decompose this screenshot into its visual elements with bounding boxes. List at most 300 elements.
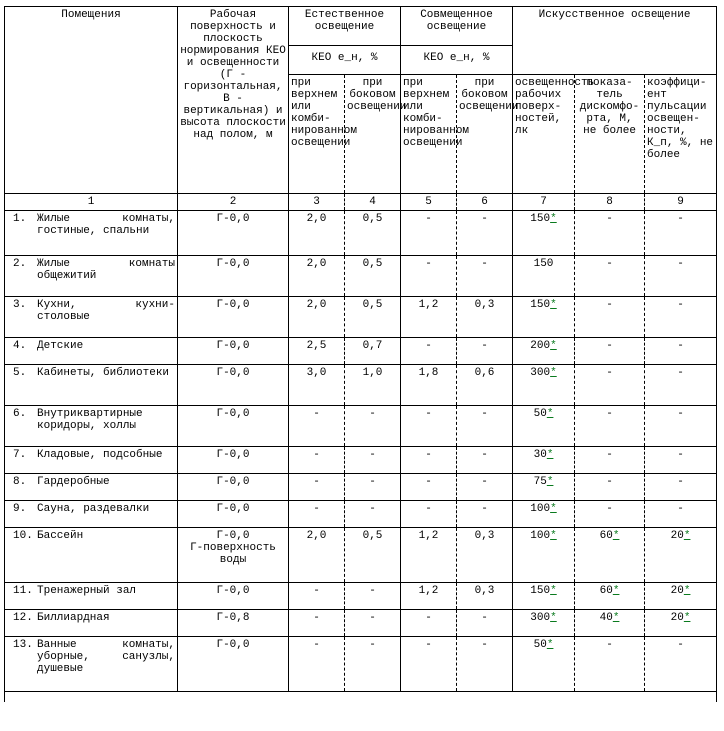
combined-side — [457, 447, 513, 474]
work-surface: Г-0,0 — [216, 449, 250, 461]
pulsation — [645, 528, 717, 583]
header-nat-top: при верхнем или комби-нированном освещении — [289, 75, 345, 194]
table-row — [5, 610, 717, 637]
natural-top — [289, 256, 345, 297]
room-name-cell — [5, 211, 178, 256]
work-surface-cell — [178, 338, 289, 365]
discomfort — [575, 501, 645, 528]
discomfort — [575, 610, 645, 637]
combined-top-value: - — [425, 340, 432, 352]
natural-top-value: - — [313, 408, 320, 420]
combined-side — [457, 211, 513, 256]
illuminance-value: 150 — [533, 258, 554, 270]
pulsation-value: - — [677, 449, 684, 461]
row-number: 13. — [13, 639, 33, 651]
work-surface-cell — [178, 501, 289, 528]
illuminance-value: 300 — [530, 612, 551, 624]
footnote-asterisk: * — [550, 299, 557, 311]
combined-top-value: - — [425, 639, 432, 651]
row-number: 11. — [13, 585, 33, 597]
discomfort — [575, 528, 645, 583]
empty-cell — [5, 692, 717, 703]
natural-side — [345, 474, 401, 501]
combined-side-value: - — [481, 258, 488, 270]
row-number: 10. — [13, 530, 33, 542]
room-name-cell — [5, 365, 178, 406]
pulsation-value: - — [677, 299, 684, 311]
table-row-empty — [5, 692, 717, 703]
combined-top — [401, 501, 457, 528]
row-number: 3. — [13, 299, 27, 311]
natural-top — [289, 406, 345, 447]
illuminance-value: 150 — [530, 585, 551, 597]
discomfort — [575, 447, 645, 474]
header-rooms: Помещения — [5, 7, 178, 194]
combined-top — [401, 610, 457, 637]
room-name-cell — [5, 610, 178, 637]
natural-side — [345, 297, 401, 338]
room-name: Биллиардная — [37, 612, 110, 624]
room-name: Ванные комнаты, уборные, санузлы, душевые — [37, 639, 175, 675]
pulsation — [645, 406, 717, 447]
discomfort-value: - — [606, 503, 613, 515]
combined-top-value: - — [425, 449, 432, 461]
header-work-surface: Рабочая поверхность и плоскость нормирования КЕО и освещенности (Г - горизонтальная, В - вертикальная) и высота плоскости над полом, м — [178, 7, 289, 194]
table-row — [5, 501, 717, 528]
header-nat-side: при боковом освещении — [345, 75, 401, 194]
natural-side-value: 0,5 — [362, 258, 383, 270]
combined-top — [401, 365, 457, 406]
discomfort-value: - — [606, 367, 613, 379]
work-surface-cell — [178, 637, 289, 692]
natural-side — [345, 583, 401, 610]
natural-top-value: 3,0 — [306, 367, 327, 379]
discomfort — [575, 211, 645, 256]
room-name-cell — [5, 501, 178, 528]
header-discomfort: показа-тель дискомфо-рта, M, не более — [575, 75, 645, 194]
illuminance-value: 150 — [530, 213, 551, 225]
combined-side-value: - — [481, 408, 488, 420]
footnote-asterisk: * — [546, 408, 554, 420]
natural-top-value: 2,0 — [306, 213, 327, 225]
combined-side-value: - — [481, 612, 488, 624]
room-name: Тренажерный зал — [37, 585, 137, 597]
combined-top-value: - — [425, 503, 432, 515]
header-artificial: Искусственное освещение — [513, 7, 717, 75]
header-keo-natural: КЕО е_н, % — [289, 46, 401, 75]
norms-table — [4, 6, 717, 702]
illuminance — [513, 501, 575, 528]
pulsation — [645, 610, 717, 637]
row-number: 7. — [13, 449, 27, 461]
combined-side-value: 0,6 — [474, 367, 495, 379]
footnote-asterisk: * — [683, 585, 691, 597]
combined-top — [401, 211, 457, 256]
natural-top — [289, 474, 345, 501]
natural-top-value: 2,0 — [306, 299, 327, 311]
header-comb-side: при боковом освещении — [457, 75, 513, 194]
natural-top-value: 2,5 — [306, 340, 327, 352]
combined-side — [457, 583, 513, 610]
work-surface: Г-0,0 — [216, 639, 250, 651]
combined-side — [457, 474, 513, 501]
footnote-asterisk: * — [550, 503, 557, 515]
header-keo-combined: КЕО е_н, % — [401, 46, 513, 75]
discomfort-value: 40 — [599, 612, 613, 624]
combined-top — [401, 338, 457, 365]
room-name: Жилые комнаты общежитий — [37, 258, 175, 282]
natural-side — [345, 447, 401, 474]
footnote-asterisk: * — [550, 367, 557, 379]
natural-top — [289, 528, 345, 583]
illuminance — [513, 211, 575, 256]
combined-top — [401, 447, 457, 474]
illuminance — [513, 406, 575, 447]
natural-top-value: - — [313, 503, 320, 515]
table-row — [5, 406, 717, 447]
footnote-asterisk: * — [546, 639, 554, 651]
work-surface: Г-0,0 — [216, 476, 250, 488]
discomfort-value: - — [606, 449, 613, 461]
work-surface: Г-0,0 — [216, 585, 250, 597]
illuminance — [513, 637, 575, 692]
pulsation — [645, 474, 717, 501]
natural-side — [345, 637, 401, 692]
footnote-asterisk: * — [683, 530, 691, 542]
discomfort — [575, 338, 645, 365]
combined-side — [457, 406, 513, 447]
combined-side — [457, 637, 513, 692]
discomfort-value: - — [606, 639, 613, 651]
combined-top — [401, 637, 457, 692]
discomfort-value: - — [606, 213, 613, 225]
work-surface: Г-0,0 — [216, 503, 250, 515]
combined-side-value: 0,3 — [474, 299, 495, 311]
table-row — [5, 297, 717, 338]
table-row — [5, 256, 717, 297]
combined-top-value: - — [425, 612, 432, 624]
pulsation-value: 20 — [670, 612, 684, 624]
work-surface: Г-0,0 — [216, 408, 250, 420]
combined-side — [457, 528, 513, 583]
footnote-asterisk: * — [612, 612, 620, 624]
pulsation — [645, 447, 717, 474]
illuminance — [513, 297, 575, 338]
row-number: 2. — [13, 258, 27, 270]
natural-top-value: - — [313, 585, 320, 597]
room-name: Жилые комнаты, гостиные, спальни — [37, 213, 175, 237]
row-number: 1. — [13, 213, 27, 225]
table-row — [5, 211, 717, 256]
work-surface-cell — [178, 256, 289, 297]
table-row — [5, 447, 717, 474]
natural-side — [345, 528, 401, 583]
work-surface: Г-0,0 — [216, 340, 250, 352]
illuminance-value: 50 — [533, 408, 547, 420]
work-surface-cell — [178, 406, 289, 447]
illuminance — [513, 610, 575, 637]
illuminance — [513, 474, 575, 501]
natural-side-value: 0,5 — [362, 530, 383, 542]
natural-side-value: 1,0 — [362, 367, 383, 379]
pulsation — [645, 211, 717, 256]
discomfort-value: - — [606, 476, 613, 488]
column-number-row — [5, 194, 717, 211]
combined-side-value: - — [481, 639, 488, 651]
natural-side-value: 0,5 — [362, 299, 383, 311]
combined-side — [457, 610, 513, 637]
work-surface-cell — [178, 447, 289, 474]
column-number: 8 — [575, 194, 645, 211]
natural-top-value: - — [313, 449, 320, 461]
discomfort — [575, 297, 645, 338]
room-name-cell — [5, 406, 178, 447]
column-number: 2 — [178, 194, 289, 211]
work-surface: Г-0,0 — [216, 367, 250, 379]
combined-side-value: 0,3 — [474, 585, 495, 597]
natural-top — [289, 610, 345, 637]
discomfort — [575, 474, 645, 501]
combined-side-value: 0,3 — [474, 530, 495, 542]
discomfort-value: - — [606, 299, 613, 311]
illuminance-value: 300 — [530, 367, 551, 379]
illuminance-value: 200 — [530, 340, 551, 352]
combined-side — [457, 365, 513, 406]
illuminance-value: 100 — [530, 503, 551, 515]
pulsation — [645, 338, 717, 365]
discomfort-value: - — [606, 408, 613, 420]
natural-side — [345, 256, 401, 297]
pulsation — [645, 365, 717, 406]
discomfort-value: - — [606, 340, 613, 352]
combined-top-value: 1,8 — [418, 367, 439, 379]
natural-side-value: - — [369, 585, 376, 597]
natural-side — [345, 610, 401, 637]
room-name-cell — [5, 447, 178, 474]
natural-top — [289, 338, 345, 365]
combined-top — [401, 583, 457, 610]
natural-top — [289, 583, 345, 610]
room-name-cell — [5, 338, 178, 365]
illuminance — [513, 528, 575, 583]
natural-side-value: - — [369, 503, 376, 515]
header-row-1 — [5, 7, 717, 46]
combined-side — [457, 297, 513, 338]
header-combined: Совмещенное освещение — [401, 7, 513, 46]
combined-top — [401, 256, 457, 297]
header-comb-top: при верхнем или комби-нированном освещении — [401, 75, 457, 194]
footnote-asterisk: * — [550, 530, 557, 542]
combined-top — [401, 297, 457, 338]
work-surface-cell — [178, 297, 289, 338]
discomfort-value: 60 — [599, 530, 613, 542]
pulsation-value: - — [677, 503, 684, 515]
room-name: Кладовые, подсобные — [37, 449, 163, 461]
illuminance-value: 150 — [530, 299, 551, 311]
work-surface-cell — [178, 583, 289, 610]
room-name-cell — [5, 256, 178, 297]
illuminance-value: 100 — [530, 530, 551, 542]
natural-side-value: 0,5 — [362, 213, 383, 225]
footnote-asterisk: * — [550, 340, 557, 352]
natural-top — [289, 637, 345, 692]
natural-side — [345, 338, 401, 365]
column-number: 9 — [645, 194, 717, 211]
discomfort — [575, 256, 645, 297]
room-name: Кухни, кухни-столовые — [37, 299, 175, 323]
room-name: Детские — [37, 340, 84, 352]
illuminance-value: 50 — [533, 639, 547, 651]
natural-top — [289, 365, 345, 406]
combined-top-value: 1,2 — [418, 530, 439, 542]
footnote-asterisk: * — [546, 476, 554, 488]
room-name-cell — [5, 297, 178, 338]
work-surface: Г-0,0 — [216, 258, 250, 270]
pulsation — [645, 501, 717, 528]
work-surface-cell — [178, 211, 289, 256]
illuminance-value: 30 — [533, 449, 547, 461]
row-number: 6. — [13, 408, 27, 420]
header-illuminance: освещенность рабочих поверх-ностей, лк — [513, 75, 575, 194]
natural-side-value: 0,7 — [362, 340, 383, 352]
column-number: 6 — [457, 194, 513, 211]
combined-top — [401, 528, 457, 583]
pulsation-value: - — [677, 340, 684, 352]
work-surface-cell — [178, 365, 289, 406]
illuminance-value: 75 — [533, 476, 547, 488]
discomfort — [575, 637, 645, 692]
natural-side-value: - — [369, 612, 376, 624]
table-row — [5, 474, 717, 501]
natural-side — [345, 501, 401, 528]
row-number: 9. — [13, 503, 27, 515]
illuminance — [513, 338, 575, 365]
combined-side — [457, 501, 513, 528]
discomfort-value: 60 — [599, 585, 613, 597]
pulsation-value: - — [677, 639, 684, 651]
work-surface: Г-0,0 — [216, 213, 250, 225]
pulsation-value: 20 — [670, 585, 684, 597]
table-row — [5, 365, 717, 406]
footnote-asterisk: * — [612, 585, 620, 597]
header-natural: Естественное освещение — [289, 7, 401, 46]
natural-side — [345, 406, 401, 447]
natural-side-value: - — [369, 476, 376, 488]
natural-side-value: - — [369, 408, 376, 420]
pulsation-value: - — [677, 476, 684, 488]
combined-top-value: 1,2 — [418, 299, 439, 311]
natural-top — [289, 447, 345, 474]
pulsation-value: - — [677, 367, 684, 379]
discomfort — [575, 365, 645, 406]
natural-side — [345, 365, 401, 406]
natural-top — [289, 211, 345, 256]
natural-top-value: - — [313, 476, 320, 488]
room-name-cell — [5, 528, 178, 583]
footnote-asterisk: * — [550, 585, 557, 597]
natural-top — [289, 297, 345, 338]
room-name-cell — [5, 474, 178, 501]
footnote-asterisk: * — [612, 530, 620, 542]
table-row — [5, 637, 717, 692]
room-name: Внутриквартирные коридоры, холлы — [37, 408, 143, 432]
illuminance — [513, 256, 575, 297]
illuminance — [513, 365, 575, 406]
pulsation-value: 20 — [670, 530, 684, 542]
column-number: 3 — [289, 194, 345, 211]
row-number: 12. — [13, 612, 33, 624]
pulsation — [645, 583, 717, 610]
footnote-asterisk: * — [550, 213, 557, 225]
table-row — [5, 338, 717, 365]
combined-top-value: - — [425, 408, 432, 420]
column-number: 1 — [5, 194, 178, 211]
room-name: Бассейн — [37, 530, 84, 542]
table-row — [5, 528, 717, 583]
room-name-cell — [5, 637, 178, 692]
column-number: 7 — [513, 194, 575, 211]
column-number: 5 — [401, 194, 457, 211]
combined-side — [457, 256, 513, 297]
combined-top-value: - — [425, 258, 432, 270]
natural-side-value: - — [369, 449, 376, 461]
work-surface-cell — [178, 474, 289, 501]
table-row — [5, 583, 717, 610]
combined-side-value: - — [481, 213, 488, 225]
combined-side-value: - — [481, 476, 488, 488]
footnote-asterisk: * — [546, 449, 554, 461]
work-surface-cell — [178, 528, 289, 583]
combined-side-value: - — [481, 449, 488, 461]
discomfort — [575, 406, 645, 447]
pulsation — [645, 637, 717, 692]
pulsation — [645, 256, 717, 297]
pulsation-value: - — [677, 258, 684, 270]
room-name: Сауна, раздевалки — [37, 503, 150, 515]
pulsation-value: - — [677, 408, 684, 420]
combined-side — [457, 338, 513, 365]
discomfort — [575, 583, 645, 610]
natural-top-value: - — [313, 639, 320, 651]
work-surface-cell — [178, 610, 289, 637]
row-number: 4. — [13, 340, 27, 352]
natural-side — [345, 211, 401, 256]
combined-top-value: 1,2 — [418, 585, 439, 597]
natural-top-value: 2,0 — [306, 530, 327, 542]
illuminance — [513, 583, 575, 610]
natural-top-value: 2,0 — [306, 258, 327, 270]
room-name: Гардеробные — [37, 476, 110, 488]
row-number: 5. — [13, 367, 27, 379]
natural-side-value: - — [369, 639, 376, 651]
discomfort-value: - — [606, 258, 613, 270]
work-surface-extra: Г-поверхность воды — [190, 542, 276, 566]
work-surface: Г-0,0 — [216, 299, 250, 311]
pulsation — [645, 297, 717, 338]
work-surface: Г-0,0 — [216, 530, 250, 542]
footnote-asterisk: * — [550, 612, 557, 624]
combined-side-value: - — [481, 340, 488, 352]
combined-top — [401, 474, 457, 501]
combined-top — [401, 406, 457, 447]
room-name-cell — [5, 583, 178, 610]
column-number: 4 — [345, 194, 401, 211]
natural-top — [289, 501, 345, 528]
illuminance — [513, 447, 575, 474]
combined-side-value: - — [481, 503, 488, 515]
row-number: 8. — [13, 476, 27, 488]
pulsation-value: - — [677, 213, 684, 225]
